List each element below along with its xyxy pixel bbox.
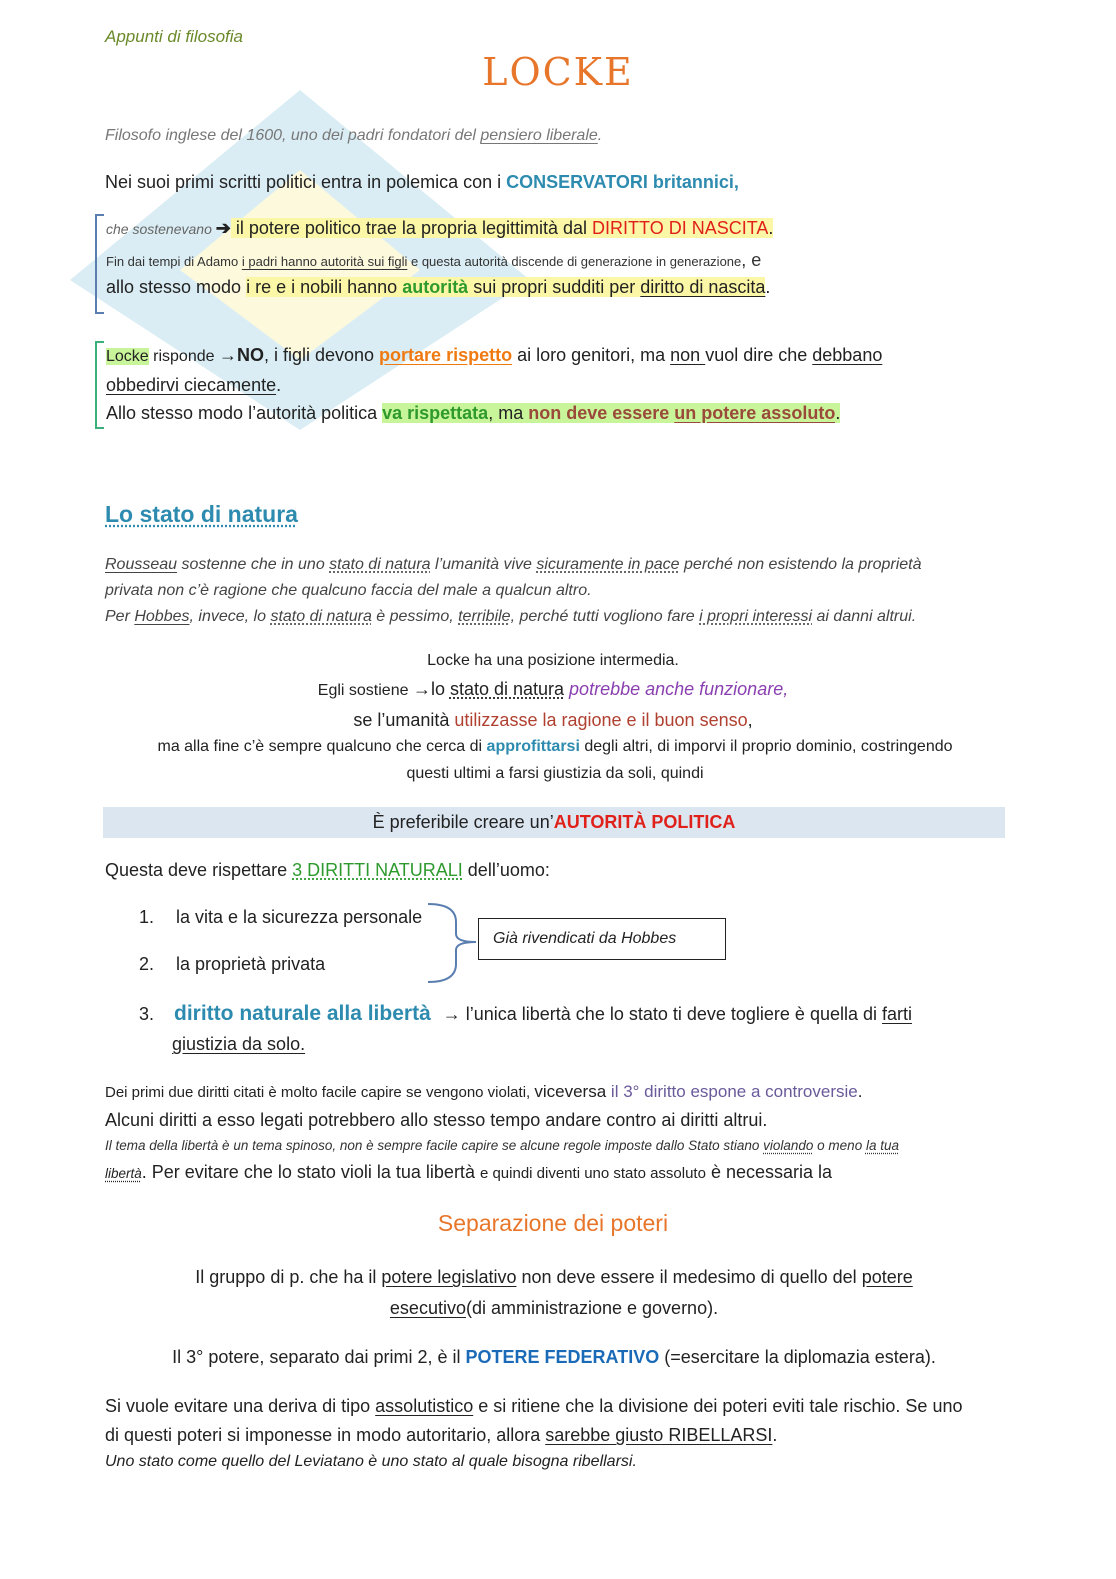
- l1a: Dei primi due diritti citati è molto facile capire se vengono violati,: [105, 1084, 535, 1101]
- header-left: Appunti di filosofia: [105, 27, 243, 46]
- line2a: Fin dai tempi di Adamo: [106, 254, 242, 269]
- arrow-icon-3: →: [412, 679, 431, 699]
- potere-legislativo: potere legislativo: [381, 1267, 517, 1287]
- heading-stato-natura: Lo stato di natura: [105, 501, 298, 527]
- s5a: di questi poteri si imponesse in modo autoritario, allora: [105, 1425, 546, 1445]
- list-item-3: [139, 1002, 912, 1026]
- d-intro-c: dell’uomo:: [462, 860, 550, 880]
- sep-p1: [0, 1267, 1108, 1288]
- l3c: o meno: [813, 1138, 866, 1153]
- conservatori-line2: [106, 250, 761, 271]
- l3d: la tua: [865, 1138, 899, 1153]
- s2b: (di amministrazione e governo).: [465, 1298, 719, 1318]
- box-hobbes: Già rivendicati da Hobbes: [478, 918, 726, 960]
- r3f: .: [835, 403, 841, 423]
- p3h: i propri interessi: [699, 608, 813, 625]
- item3-num: 3.: [139, 1004, 155, 1024]
- s3c: (=esercitare la diplomazia estera).: [659, 1347, 936, 1367]
- c2b: lo: [430, 679, 450, 699]
- l4a: libertà: [105, 1166, 142, 1181]
- intro-line1-start: Nei suoi primi scritti politici entra in polemica con i: [105, 172, 507, 192]
- l3b: violando: [763, 1138, 814, 1153]
- l3a: Il tema della libertà è un tema spinoso, non è sempre facile capire se alcune regole imposte dallo Stato stiano: [105, 1138, 764, 1153]
- r3c: , ma: [488, 403, 529, 423]
- risposta-line3: [106, 403, 840, 424]
- s4a: Si vuole evitare una deriva di tipo: [105, 1396, 376, 1416]
- sep-p6: Uno stato come quello del Leviatano è uno stato al quale bisogna ribellarsi.: [105, 1453, 637, 1470]
- intro-line1: [105, 172, 739, 193]
- page-title: LOCKE: [482, 50, 634, 94]
- p3f: terribile: [458, 608, 511, 625]
- p1f: perché non esistendo la proprietà: [679, 556, 922, 573]
- intro-subtitle-text: Filosofo inglese del 1600, uno dei padri fondatori del: [105, 127, 481, 144]
- banner-a: È preferibile creare un’: [372, 812, 554, 832]
- p3c: , invece, lo: [189, 608, 271, 625]
- s1a: Il gruppo di p. che ha il: [195, 1267, 382, 1287]
- giustizia-line: questi ultimi a farsi giustizia da soli, quindi: [406, 765, 704, 782]
- p3i: ai danni altrui.: [812, 608, 917, 625]
- l4b: . Per evitare che lo stato violi la tua libertà: [141, 1162, 480, 1182]
- va-rispettata: va rispettata: [382, 403, 489, 423]
- banner-b: AUTORITÀ POLITICA: [553, 812, 736, 832]
- locke-label: Locke: [106, 348, 149, 365]
- risposta-line2: [106, 375, 281, 396]
- obbedirvi: obbedirvi ciecamente: [106, 375, 277, 395]
- ribellarsi: sarebbe giusto RIBELLARSI: [545, 1425, 773, 1445]
- p3a: Per: [105, 608, 135, 625]
- line3e: diritto di nascita: [640, 277, 766, 297]
- portare-rispetto: portare rispetto: [379, 345, 513, 365]
- item-num: 1.: [139, 907, 155, 927]
- conservatori-b: il potere politico trae la propria legittimità dal: [230, 218, 593, 238]
- diritto-di-nascita: DIRITTO DI NASCITA: [592, 218, 769, 238]
- p3g: , perché tutti vogliono fare: [510, 608, 700, 625]
- line3d: sui propri sudditi per: [468, 277, 641, 297]
- diritti-intro: [105, 860, 550, 881]
- d-intro-a: Questa deve rispettare: [105, 860, 293, 880]
- c4c: degli altri, di imporvi il proprio dominio, costringendo: [579, 738, 953, 755]
- bracket-conservatori: [95, 214, 104, 314]
- intro-subtitle: [105, 127, 602, 145]
- locke-intermedia: Locke ha una posizione intermedia.: [427, 652, 679, 669]
- hobbes: Hobbes: [134, 608, 190, 625]
- s1c: non deve essere il medesimo di quello del: [516, 1267, 862, 1287]
- l1d: .: [857, 1082, 863, 1101]
- curly-brace: [426, 902, 480, 984]
- risposta-h: vuol dire che: [705, 345, 813, 365]
- list-item: [139, 954, 325, 975]
- rousseau: Rousseau: [105, 556, 178, 573]
- l4c: e quindi diventi uno stato assoluto: [479, 1165, 706, 1182]
- item3-title: diritto naturale alla libertà: [174, 1002, 431, 1025]
- p1d: l’umanità vive: [430, 556, 537, 573]
- banner-autorita: [103, 807, 1005, 838]
- potere-assoluto: un potere assoluto: [674, 403, 836, 423]
- potere-federativo: POTERE FEDERATIVO: [465, 1347, 660, 1367]
- risposta-d: , i figli devono: [263, 345, 380, 365]
- p3e: è pessimo,: [371, 608, 459, 625]
- p1e: sicuramente in pace: [536, 556, 680, 573]
- contr-l2: Alcuni diritti a esso legati potrebbero allo stesso tempo andare contro ai diritti altrui.: [105, 1110, 768, 1130]
- conservatori-a: che sostenevano: [106, 221, 216, 237]
- ragione-buon-senso: [0, 710, 1106, 731]
- s4c: e si ritiene che la divisione dei poteri eviti tale rischio. Se uno: [473, 1396, 963, 1416]
- pensiero-liberale: pensiero liberale: [480, 127, 598, 144]
- r3a: Allo stesso modo l’autorità politica: [106, 403, 383, 423]
- line3b: i re e i nobili hanno: [246, 277, 403, 297]
- c3a: se l’umanità: [353, 710, 455, 730]
- c4a: ma alla fine c’è sempre qualcuno che cerca di: [157, 738, 487, 755]
- sep-p4: [105, 1396, 962, 1417]
- conservatori-label: CONSERVATORI britannici,: [506, 172, 739, 192]
- assolutistico: assolutistico: [375, 1396, 474, 1416]
- l1c: il 3° diritto espone a controversie: [606, 1082, 858, 1101]
- item-text: la vita e la sicurezza personale: [176, 907, 423, 927]
- approfittarsi-line: [0, 738, 1110, 756]
- p3d: stato di natura: [270, 608, 372, 625]
- c3c: ,: [747, 710, 753, 730]
- risposta-line2-end: .: [276, 375, 282, 395]
- esecutivo: esecutivo: [389, 1298, 466, 1318]
- risposta-f: ai loro genitori, ma: [512, 345, 671, 365]
- c3b: utilizzasse la ragione e il buon senso: [454, 710, 748, 730]
- stato-p3: [105, 608, 916, 626]
- risposta-b: risponde: [148, 348, 219, 365]
- approfittarsi: approfittarsi: [486, 738, 580, 755]
- egli-sostiene: [0, 679, 1106, 700]
- item3-c: giustizia da solo.: [172, 1034, 306, 1054]
- risposta-line1: [106, 345, 882, 366]
- item3-a: l’unica libertà che lo stato ti deve togliere è quella di: [460, 1004, 883, 1024]
- l4d: è necessaria la: [705, 1162, 833, 1182]
- conservatori-line3: [106, 277, 770, 298]
- line2b: i padri hanno autorità sui figli: [241, 254, 408, 269]
- tre-diritti: 3 DIRITTI NATURALI: [292, 860, 463, 880]
- non-deve-essere: non deve essere: [528, 403, 675, 423]
- contr-l3: [105, 1138, 899, 1153]
- contr-l1: [105, 1082, 862, 1102]
- item-num: 2.: [139, 954, 155, 974]
- p1c: stato di natura: [329, 556, 431, 573]
- sep-p3: [0, 1347, 1108, 1368]
- line3f: .: [765, 277, 771, 297]
- conservatori-d: .: [768, 218, 774, 238]
- arrow-icon-2: →: [218, 345, 237, 365]
- bracket-risposta: [95, 341, 104, 429]
- line2c: e questa autorità discende di generazione in generazione: [407, 254, 742, 269]
- sep-p5: [105, 1425, 777, 1446]
- heading-separazione: Separazione dei poteri: [437, 1210, 669, 1236]
- item-text: la proprietà privata: [176, 954, 326, 974]
- stato-p2: privata non c’è ragione che qualcuno faccia del male a qualcun altro.: [105, 582, 592, 599]
- l1b: viceversa: [534, 1082, 607, 1101]
- sep-p2: [0, 1298, 1108, 1319]
- arrow-icon-4: →: [442, 1004, 461, 1024]
- s5c: .: [772, 1425, 778, 1445]
- list-item: [139, 907, 422, 928]
- debbano: debbano: [812, 345, 883, 365]
- intro-subtitle-end: .: [597, 127, 603, 144]
- s3a: Il 3° potere, separato dai primi 2, è il: [172, 1347, 466, 1367]
- contr-l4: [105, 1162, 832, 1183]
- conservatori-line1: [106, 218, 773, 239]
- s1d: potere: [861, 1267, 913, 1287]
- line3a: allo stesso modo: [106, 277, 247, 297]
- potrebbe-funzionare: potrebbe anche funzionare,: [564, 679, 789, 699]
- c2a: Egli sostiene: [317, 682, 413, 699]
- no-label: NO: [236, 345, 264, 365]
- item3-b: farti: [882, 1004, 913, 1024]
- stato-p1: [105, 556, 922, 574]
- c2c: stato di natura: [449, 679, 565, 699]
- arrow-icon: ➔: [215, 218, 231, 238]
- autorita: autorità: [402, 277, 469, 297]
- non-label: non: [670, 345, 706, 365]
- line2d: , e: [741, 250, 762, 270]
- p1b: sostenne che in uno: [177, 556, 330, 573]
